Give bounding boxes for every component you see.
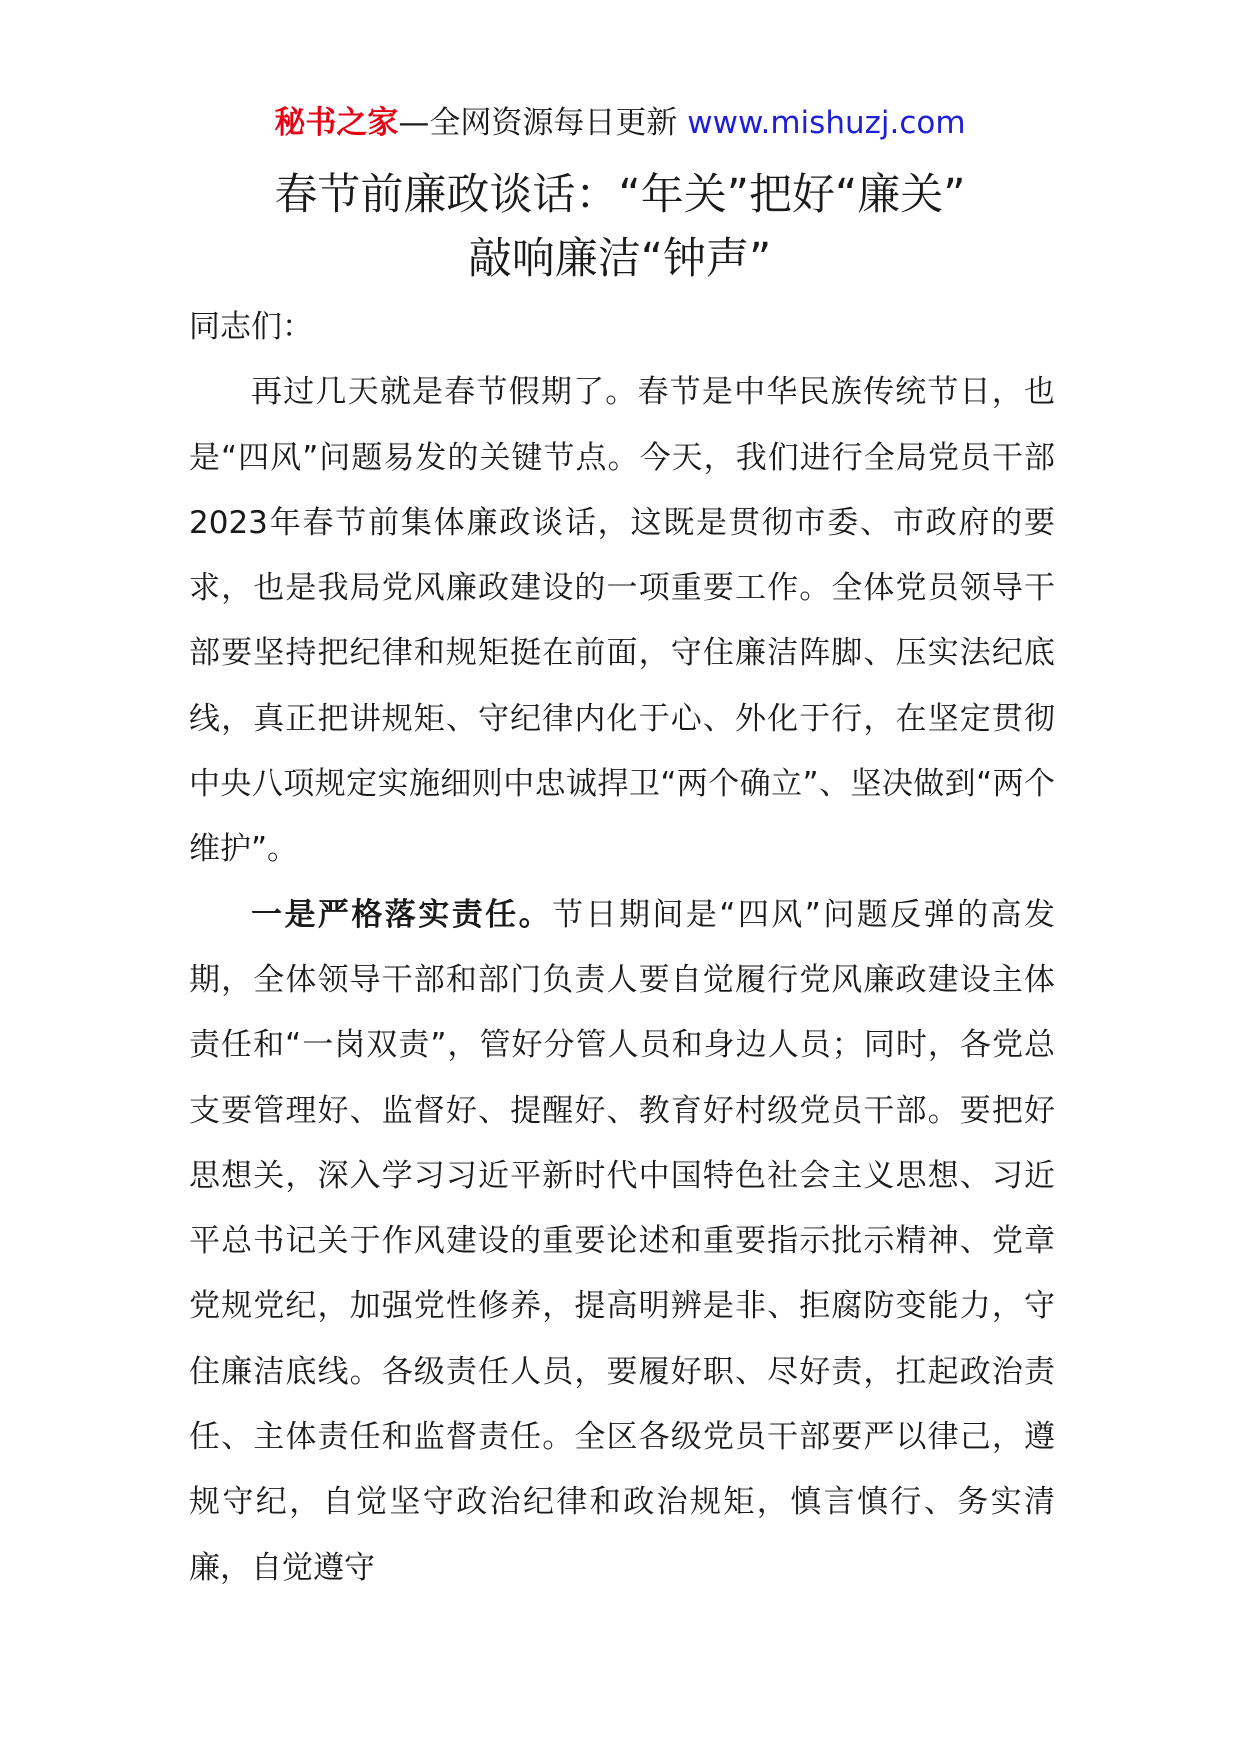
paragraph-responsibility — [189, 883, 1055, 1601]
document-title — [150, 163, 1090, 291]
paragraph-body-text: 节日期间是“四风”问题反弹的高发期，全体领导干部和部门负责人要自觉履行党风廉政建设主体责任和“一岗双责”，管好分管人员和身边人员；同时，各党总支要管理好、监督好、提醒好、教育好村级党员干部。要把好思想关，深入学习习近平新时代中国特色社会主义思想、习近平总书记关于作风建设的重要论述和重要指示批示精神、党章党规党纪，加强党性修养，提高明辨是非、拒腐防变能力，守住廉洁底线。各级责任人员，要履好职、尽好责，扛起政治责任、主体责任和监督责任。全区各级党员干部要严以律己，遵规守纪，自觉坚守政治纪律和政治规矩，慎言慎行、务实清廉，自觉遵守 — [189, 896, 1055, 1586]
site-url-link[interactable]: www.mishuzj.com — [687, 105, 966, 141]
document-body — [189, 295, 1055, 1601]
salutation: 同志们： — [189, 309, 313, 345]
title-line-2: 敲响廉洁“钟声” — [468, 234, 772, 284]
paragraph-lead-heading: 一是严格落实责任。 — [251, 896, 553, 933]
site-header — [0, 103, 1240, 143]
header-slogan: —全网资源每日更新 — [398, 105, 688, 141]
paragraph-intro: 再过几天就是春节假期了。春节是中华民族传统节日，也是“四风”问题易发的关键节点。今天，我们进行全局党员干部2023年春节前集体廉政谈话，这既是贯彻市委、市政府的要求，也是我局党风廉政建设的一项重要工作。全体党员领导干部要坚持把纪律和规矩挺在前面，守住廉洁阵脚、压实法纪底线，真正把讲规矩、守纪律内化于心、外化于行，在坚定贯彻中央八项规定实施细则中忠诚捍卫“两个确立”、坚决做到“两个维护”。 — [189, 374, 1055, 868]
brand-name: 秘书之家 — [274, 105, 399, 141]
title-line-1: 春节前廉政谈话：“年关”把好“廉关” — [274, 170, 966, 220]
